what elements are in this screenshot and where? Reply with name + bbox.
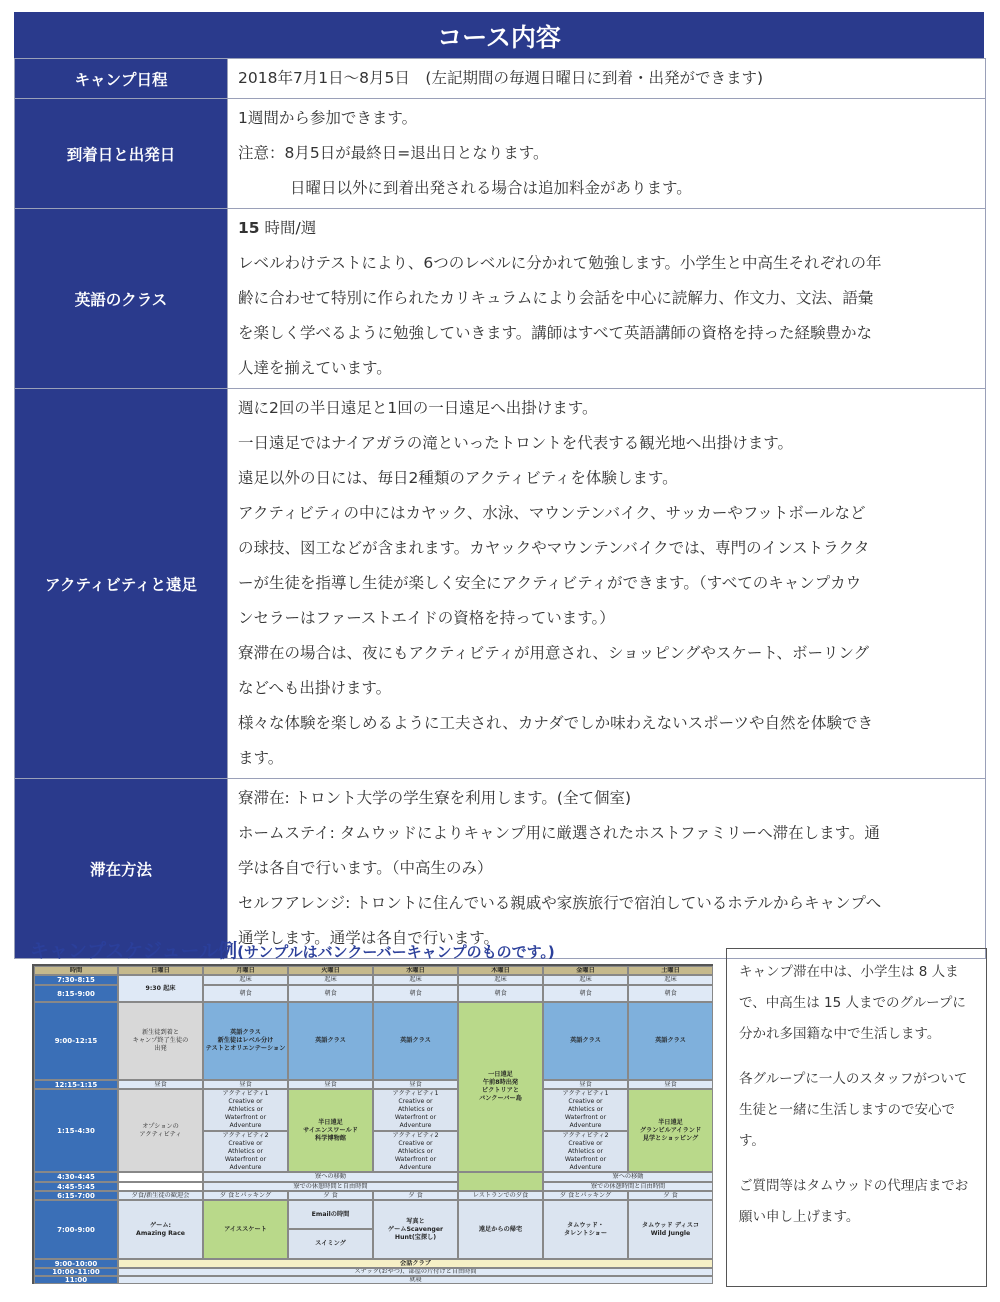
time-cell: 10:00-11:00 (34, 1268, 118, 1276)
header-sat: 土曜日 (628, 966, 713, 975)
text-line: ホームステイ: タムウッドによりキャンプ用に厳選されたホストファミリーへ滞在します。通 (238, 824, 880, 842)
text-line: セルフアレンジ: トロントに住んでいる親戚や家族旅行で宿泊しているホテルからキャンプへ (238, 894, 882, 912)
header-tue: 火曜日 (288, 966, 373, 975)
time-cell: 4:30-4:45 (34, 1172, 118, 1182)
free-time-cell: 寮での休憩時間と自由時間 (203, 1182, 458, 1191)
to-dorm-cell: 寮への移動 (203, 1172, 458, 1182)
dinner-cell: 夕 食 (288, 1191, 373, 1200)
time-cell: 8:15-9:00 (34, 985, 118, 1002)
sun-arrival-cell: 新生徒到着と キャンプ終了生徒の 出発 (118, 1002, 203, 1080)
activity1-cell: アクティビティ1 Creative or Athletics or Waterfront or Adventure (373, 1089, 458, 1131)
text-line: 一日遠足ではナイアガラの滝といったトロントを代表する観光地へ出掛けます。 (238, 434, 794, 452)
header-thu: 木曜日 (458, 966, 543, 975)
sun-optional-cell: オプションの アクティビティ (118, 1089, 203, 1172)
row-value (228, 59, 986, 99)
hours-unit: 時間/週 (259, 219, 317, 237)
activity2-cell: アクティビティ2 Creative or Athletics or Waterfront or Adventure (373, 1131, 458, 1172)
dinner-cell: 夕 食 (373, 1191, 458, 1200)
dinner-cell: 夕 食とパッキング (543, 1191, 628, 1200)
wed-evening-cell: 写真と ゲームScavenger Hunt(宝探し) (373, 1200, 458, 1259)
lights-out-cell: 就寝 (118, 1276, 713, 1284)
english-class-cell: 英語クラス (628, 1002, 713, 1080)
breakfast-cell: 朝食 (373, 985, 458, 1002)
wake-cell: 起床 (373, 975, 458, 985)
row-label: キャンプ日程 (15, 59, 228, 99)
time-cell: 6:15-7:00 (34, 1191, 118, 1200)
breakfast-cell: 朝食 (203, 985, 288, 1002)
table-row (15, 779, 986, 959)
schedule-title: キャンプスケジュール例 (30, 940, 238, 962)
text-line: などへも出掛けます。 (238, 679, 392, 697)
thu-continue-cell (458, 1172, 543, 1191)
note-paragraph: キャンプ滞在中は、小学生は 8 人まで、中高生は 15 人までのグループに分かれ多国籍な中で生活します。 (739, 964, 966, 1042)
thu-fullday-cell: 一日遠足 午前8時出発 ビクトリアと バンクーバー島 (458, 1002, 543, 1172)
thu-dinner-cell: レストランでの夕食 (458, 1191, 543, 1200)
text-line: 寮滞在: トロント大学の学生寮を利用します。(全て個室) (238, 789, 632, 807)
thu-evening-cell: 遠足からの帰宅 (458, 1200, 543, 1259)
lunch-cell: 昼食 (288, 1080, 373, 1089)
activity2-cell: アクティビティ2 Creative or Athletics or Waterfront or Adventure (543, 1131, 628, 1172)
sun-evening-cell: ゲーム: Amazing Race (118, 1200, 203, 1259)
header-time: 時間 (34, 966, 118, 975)
note-paragraph: ご質問等はタムウッドの代理店までお願い申し上げます。 (739, 1178, 969, 1225)
row-label: 到着日と出発日 (15, 99, 228, 209)
mon-english-cell: 英語クラス 新生徒はレベル分け テストとオリエンテーション (203, 1002, 288, 1080)
activity1-cell: アクティビティ1 Creative or Athletics or Waterfront or Adventure (203, 1089, 288, 1131)
wake-cell: 起床 (458, 975, 543, 985)
english-class-cell: 英語クラス (543, 1002, 628, 1080)
text-line: 学は各自で行います。（中高生のみ） (238, 859, 493, 877)
row-value (228, 389, 986, 779)
tue-evening-cell-2: スイミング (288, 1229, 373, 1259)
sun-blank-cell (118, 1182, 203, 1191)
fri-evening-cell: タムウッド・ タレントショー (543, 1200, 628, 1259)
tue-evening-cell-1: Emailの時間 (288, 1200, 373, 1229)
time-cell: 4:45-5:45 (34, 1182, 118, 1191)
text-line: 注意：8月5日が最終日=退出日となります。 (238, 144, 549, 162)
row-value (228, 99, 986, 209)
text-line: を楽しく学べるように勉強していきます。講師はすべて英語講師の資格を持った経験豊かな (238, 324, 872, 342)
header-mon: 月曜日 (203, 966, 288, 975)
time-cell: 1:15-4:30 (34, 1089, 118, 1172)
text-line: の球技、図工などが含まれます。カヤックやマウンテンバイクでは、専門のインストラクタ (238, 539, 870, 557)
text-line: 1週間から参加できます。 (238, 109, 418, 127)
lunch-cell: 昼食 (543, 1080, 628, 1089)
table-row (15, 389, 986, 779)
side-note (726, 948, 987, 1287)
wake-cell: 起床 (203, 975, 288, 985)
table-row (15, 59, 986, 99)
text-line: ます。 (238, 749, 284, 767)
text-line: ーが生徒を指導し生徒が楽しく安全にアクティビティができます。（すべてのキャンプカウ (238, 574, 862, 592)
sun-dinner-cell: 夕食/新生徒の歓迎会 (118, 1191, 203, 1200)
sun-wake-cell: 9:30 起床 (118, 975, 203, 1002)
sat-evening-cell: タムウッド ディスコ Wild Jungle (628, 1200, 713, 1259)
mon-evening-cell: アイススケート (203, 1200, 288, 1259)
text-line: アクティビティの中にはカヤック、水泳、マウンテンバイク、サッカーやフットボールなど (238, 504, 866, 522)
breakfast-cell: 朝食 (458, 985, 543, 1002)
hours-number: 15 (238, 219, 260, 237)
text-line: レベルわけテストにより、6つのレベルに分かれて勉強します。小学生と中高生それぞれの年 (238, 254, 882, 272)
lunch-cell: 昼食 (203, 1080, 288, 1089)
to-dorm-cell: 寮への移動 (543, 1172, 713, 1182)
text-line: ンセラーはファーストエイドの資格を持っています。） (238, 609, 615, 627)
row-label: 英語のクラス (15, 209, 228, 389)
header-sun: 日曜日 (118, 966, 203, 975)
time-cell: 9:00-10:00 (34, 1259, 118, 1268)
time-cell: 7:00-9:00 (34, 1200, 118, 1259)
dinner-cell: 夕 食とパッキング (203, 1191, 288, 1200)
text-line: 様々な体験を楽しめるように工夫され、カナダでしか味わえないスポーツや自然を体験でき (238, 714, 874, 732)
dinner-cell: 夕 食 (628, 1191, 713, 1200)
breakfast-cell: 朝食 (543, 985, 628, 1002)
text-line: 2018年7月1日～8月5日 (左記期間の毎週日曜日に到着・出発ができます) (238, 69, 763, 87)
row-label: アクティビティと遠足 (15, 389, 228, 779)
course-table (14, 58, 986, 959)
row-value (228, 209, 986, 389)
hours-line (238, 211, 977, 246)
text-line: 齢に合わせて特別に作られたカリキュラムにより会話を中心に読解力、作文力、文法、語彙 (238, 289, 874, 307)
header-wed: 水曜日 (373, 966, 458, 975)
wake-cell: 起床 (543, 975, 628, 985)
free-time-cell: 寮での休憩時間と自由時間 (543, 1182, 713, 1191)
club-cell: 会話クラブ (118, 1259, 713, 1268)
english-class-cell: 英語クラス (373, 1002, 458, 1080)
row-label: 滞在方法 (15, 779, 228, 959)
wake-cell: 起床 (628, 975, 713, 985)
schedule-heading (30, 936, 555, 963)
text-line: 日曜日以外に到着出発される場合は追加料金があります。 (290, 179, 692, 197)
sun-blank-cell (118, 1172, 203, 1182)
english-class-cell: 英語クラス (288, 1002, 373, 1080)
schedule-grid (32, 964, 713, 1284)
text-line: 人達を揃えています。 (238, 359, 392, 377)
text-line: 寮滞在の場合は、夜にもアクティビティが用意され、ショッピングやスケート、ボーリング (238, 644, 870, 662)
breakfast-cell: 朝食 (628, 985, 713, 1002)
time-cell: 12:15-1:15 (34, 1080, 118, 1089)
row-value (228, 779, 986, 959)
sat-halfday-cell: 半日遠足 グランビルアイランド 見学とショッピング (628, 1089, 713, 1172)
wake-cell: 起床 (288, 975, 373, 985)
time-cell: 9:00-12:15 (34, 1002, 118, 1080)
text-line: 通学します。通学は各自で行います。 (238, 929, 500, 947)
time-cell: 7:30-8:15 (34, 975, 118, 985)
lunch-cell: 昼食 (628, 1080, 713, 1089)
table-row (15, 209, 986, 389)
activity2-cell: アクティビティ2 Creative or Athletics or Waterfront or Adventure (203, 1131, 288, 1172)
lunch-cell: 昼食 (118, 1080, 203, 1089)
text-line: 遠足以外の日には、毎日2種類のアクティビティを体験します。 (238, 469, 678, 487)
snack-cell: スナック(おやつ)、部屋の片付けと自由時間 (118, 1268, 713, 1276)
schedule-subtitle: (サンプルはバンクーバーキャンプのものです。) (237, 943, 555, 961)
breakfast-cell: 朝食 (288, 985, 373, 1002)
lunch-cell: 昼食 (373, 1080, 458, 1089)
note-paragraph: 各グループに一人のスタッフがついて生徒と一緒に生活しますので安心です。 (739, 1071, 968, 1149)
text-line: 週に2回の半日遠足と1回の一日遠足へ出掛けます。 (238, 399, 598, 417)
page-title: コース内容 (14, 12, 984, 58)
table-row (15, 99, 986, 209)
time-cell: 11:00 (34, 1276, 118, 1284)
header-fri: 金曜日 (543, 966, 628, 975)
tue-halfday-cell: 半日遠足 サイエンスワールド 科学博物館 (288, 1089, 373, 1172)
activity1-cell: アクティビティ1 Creative or Athletics or Waterfront or Adventure (543, 1089, 628, 1131)
